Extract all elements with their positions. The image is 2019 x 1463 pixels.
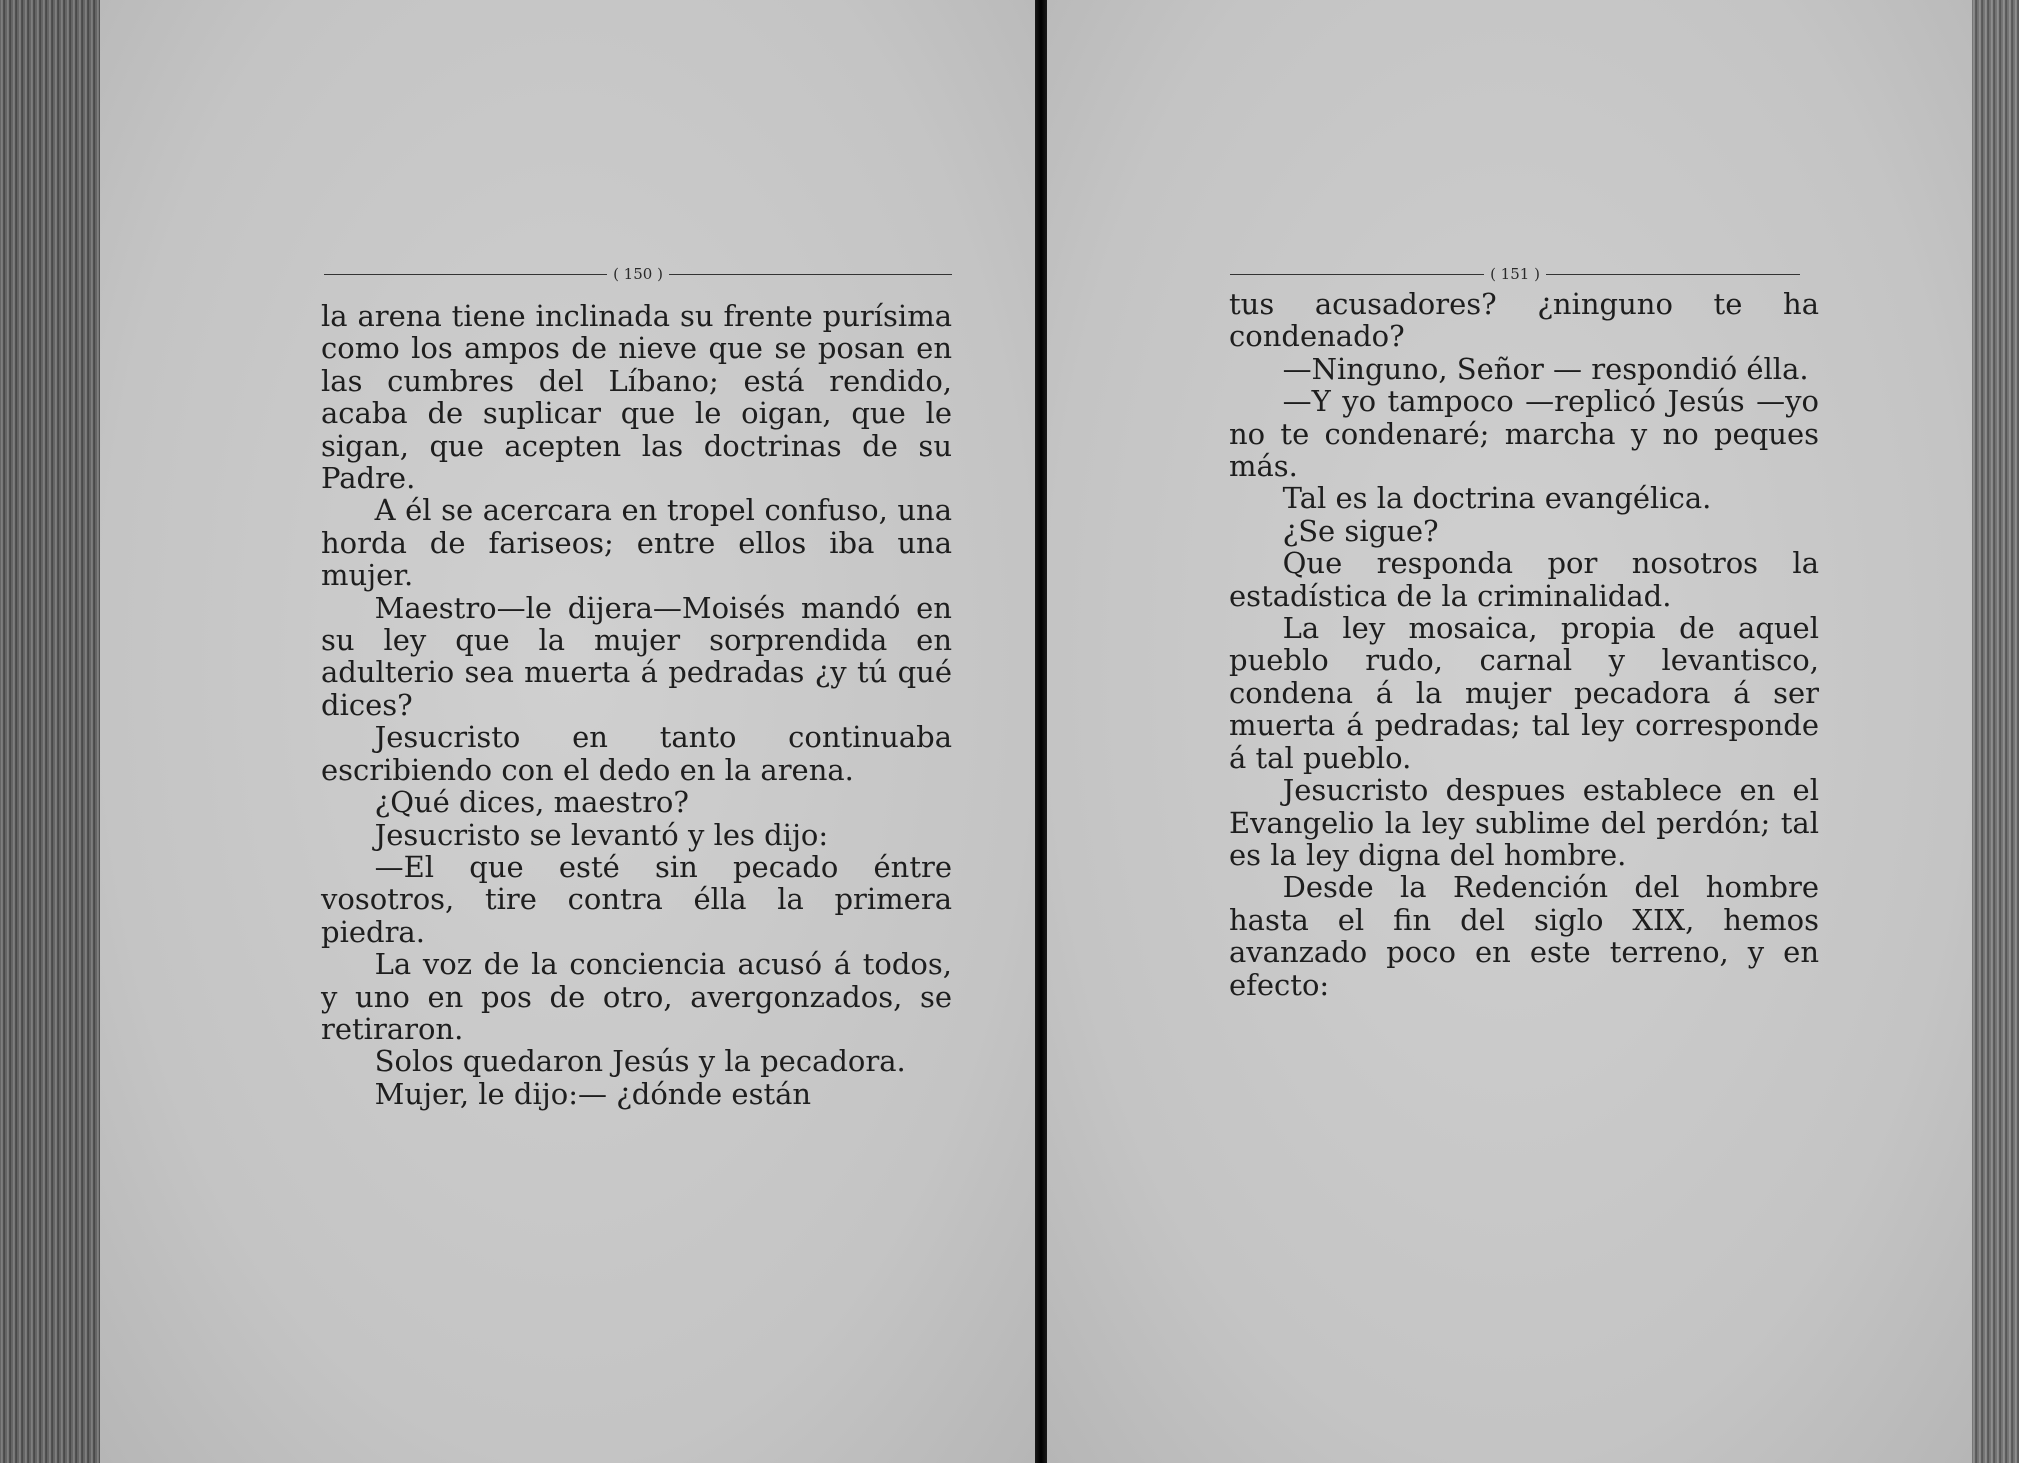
right-page-edges: [1972, 0, 2019, 1463]
paragraph: Jesucristo en tanto continuaba escribiendo con el dedo en la arena.: [321, 720, 952, 787]
paragraph: —Ninguno, Señor — respondió élla.: [1282, 351, 1809, 386]
page-number: ( 150 ): [613, 265, 663, 283]
left-page-edges: [0, 0, 100, 1463]
paragraph: A él se acercara en tropel confuso, una horda de fariseos; entre ellos iba una mujer.: [321, 493, 952, 593]
paragraph: —Y yo tampoco —replicó Jesús —yo no te condenaré; marcha y no peques más.: [1229, 384, 1819, 484]
header-rule-right: [669, 274, 952, 275]
left-page-header: [324, 264, 952, 284]
paragraph: ¿Qué dices, maestro?: [374, 785, 689, 820]
paragraph: la arena tiene inclinada su frente purísima como los ampos de nieve que se posan en las cumbres del Líbano; está rendido, acaba de suplicar que le oigan, que le sigan, que acepten las doctrinas de su Padre.: [321, 299, 952, 496]
right-page-text: [1229, 288, 1819, 1001]
header-rule-left: [1230, 274, 1484, 275]
right-page-header: [1230, 264, 1800, 284]
paragraph: La ley mosaica, propia de aquel pueblo rudo, carnal y levantisco, condena á la mujer pecadora á ser muerta á pedradas; tal ley corresponde á tal pueblo.: [1229, 611, 1819, 775]
page-number: ( 151 ): [1490, 265, 1540, 283]
paragraph: Tal es la doctrina evangélica.: [1282, 481, 1712, 516]
left-page: [100, 0, 1035, 1463]
paragraph: Jesucristo despues establece en el Evangelio la ley sublime del perdón; tal es la ley digna del hombre.: [1229, 773, 1819, 872]
paragraph: Solos quedaron Jesús y la pecadora.: [374, 1044, 906, 1079]
header-rule-left: [324, 274, 607, 275]
paragraph: Mujer, le dijo:— ¿dónde están: [374, 1076, 812, 1111]
book-gutter: [1035, 0, 1047, 1463]
paragraph: Jesucristo se levantó y les dijo:: [374, 817, 829, 852]
paragraph: Que responda por nosotros la estadística de la criminalidad.: [1229, 546, 1819, 613]
right-page: [1047, 0, 1972, 1463]
header-rule-right: [1546, 274, 1800, 275]
paragraph: Desde la Redención del hombre hasta el fin del siglo XIX, hemos avanzado poco en este terreno, y en efecto:: [1229, 870, 1819, 1002]
paragraph: La voz de la conciencia acusó á todos, y uno en pos de otro, avergonzados, se retiraron.: [321, 947, 952, 1046]
paragraph: —El que esté sin pecado éntre vosotros, tire contra élla la primera piedra.: [321, 849, 952, 949]
paragraph: Maestro—le dijera—Moisés mandó en su ley que la mujer sorprendida en adulterio sea muerta á pedradas ¿y tú qué dices?: [321, 590, 952, 722]
paragraph: ¿Se sigue?: [1282, 513, 1439, 548]
paragraph: tus acusadores? ¿ninguno te ha condenado?: [1229, 287, 1819, 354]
left-page-text: [321, 300, 952, 1110]
